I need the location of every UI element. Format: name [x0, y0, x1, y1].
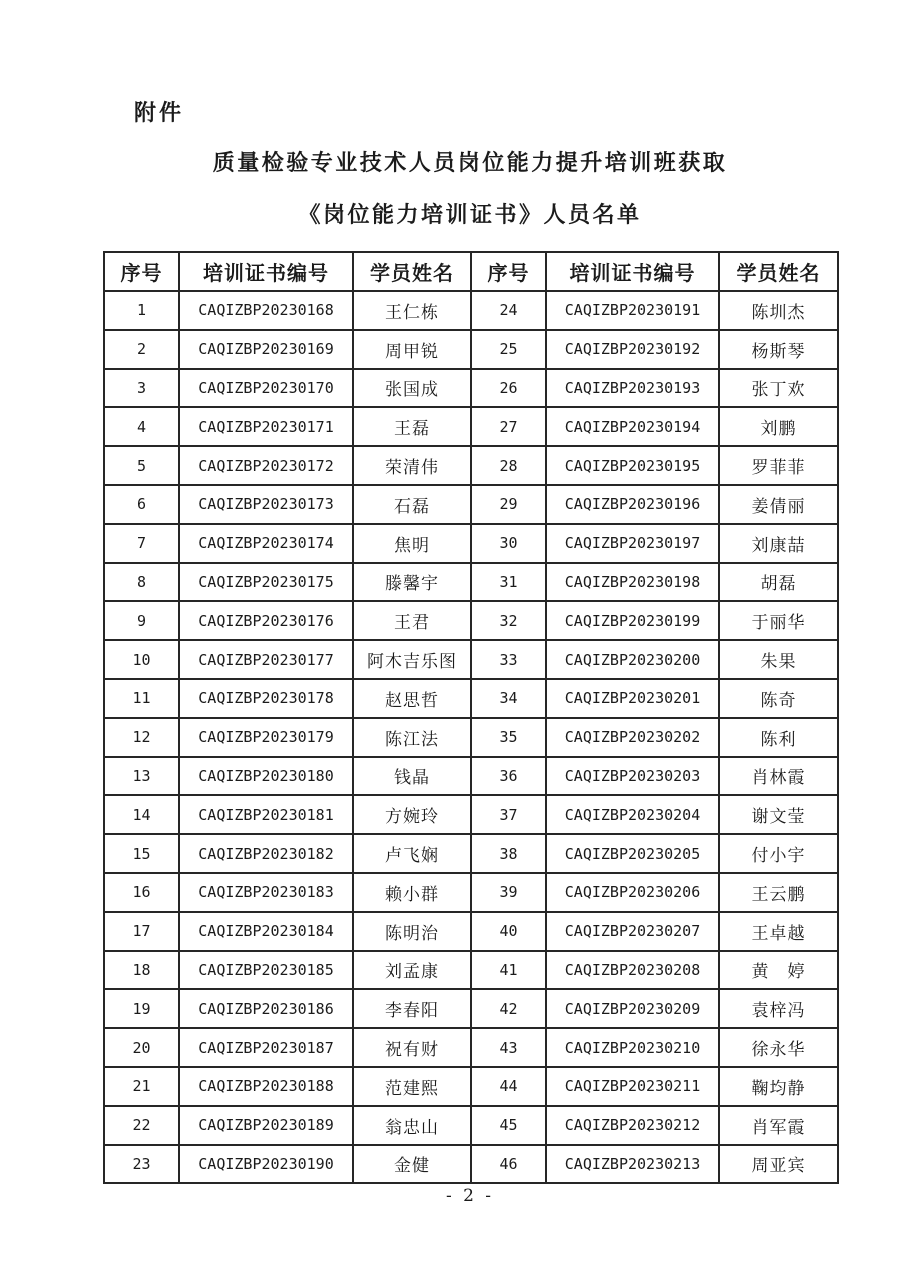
certificate-number-cell: CAQIZBP20230177 [179, 640, 353, 679]
serial-cell: 46 [471, 1145, 546, 1184]
serial-cell: 7 [104, 524, 179, 563]
certificate-number-cell: CAQIZBP20230197 [546, 524, 719, 563]
student-name-cell: 肖林霞 [719, 757, 838, 796]
certificate-number-cell: CAQIZBP20230170 [179, 369, 353, 408]
certificate-number-cell: CAQIZBP20230213 [546, 1145, 719, 1184]
serial-cell: 2 [104, 330, 179, 369]
student-name-cell: 张丁欢 [719, 369, 838, 408]
student-name-cell: 李春阳 [353, 989, 471, 1028]
table-row [104, 407, 838, 446]
table-row [104, 563, 838, 602]
table-row [104, 1067, 838, 1106]
serial-cell: 24 [471, 291, 546, 330]
student-name-cell: 陈利 [719, 718, 838, 757]
student-name-cell: 袁梓冯 [719, 989, 838, 1028]
student-name-cell: 刘孟康 [353, 951, 471, 990]
student-name-cell: 赵思哲 [353, 679, 471, 718]
certificate-number-cell: CAQIZBP20230187 [179, 1028, 353, 1067]
student-name-cell: 王仁栋 [353, 291, 471, 330]
certificate-number-cell: CAQIZBP20230204 [546, 795, 719, 834]
serial-cell: 38 [471, 834, 546, 873]
serial-cell: 25 [471, 330, 546, 369]
student-name-cell: 徐永华 [719, 1028, 838, 1067]
certificate-number-cell: CAQIZBP20230182 [179, 834, 353, 873]
serial-cell: 4 [104, 407, 179, 446]
table-row [104, 1106, 838, 1145]
serial-cell: 20 [104, 1028, 179, 1067]
certificate-number-cell: CAQIZBP20230202 [546, 718, 719, 757]
serial-cell: 36 [471, 757, 546, 796]
document-title-line2: 《岗位能力培训证书》人员名单 [298, 202, 642, 227]
serial-cell: 21 [104, 1067, 179, 1106]
student-name-cell: 黄 婷 [719, 951, 838, 990]
table-row [104, 989, 838, 1028]
column-header: 培训证书编号 [179, 252, 353, 291]
serial-cell: 1 [104, 291, 179, 330]
serial-cell: 12 [104, 718, 179, 757]
table-row [104, 601, 838, 640]
student-name-cell: 石磊 [353, 485, 471, 524]
serial-cell: 16 [104, 873, 179, 912]
student-name-cell: 祝有财 [353, 1028, 471, 1067]
student-name-cell: 肖军霞 [719, 1106, 838, 1145]
certificate-number-cell: CAQIZBP20230200 [546, 640, 719, 679]
certificate-number-cell: CAQIZBP20230209 [546, 989, 719, 1028]
certificate-number-cell: CAQIZBP20230195 [546, 446, 719, 485]
certificate-number-cell: CAQIZBP20230196 [546, 485, 719, 524]
serial-cell: 19 [104, 989, 179, 1028]
certificate-number-cell: CAQIZBP20230181 [179, 795, 353, 834]
certificate-number-cell: CAQIZBP20230180 [179, 757, 353, 796]
certificate-number-cell: CAQIZBP20230203 [546, 757, 719, 796]
table-row [104, 446, 838, 485]
certificate-number-cell: CAQIZBP20230208 [546, 951, 719, 990]
student-name-cell: 刘康喆 [719, 524, 838, 563]
student-name-cell: 刘鹏 [719, 407, 838, 446]
serial-cell: 34 [471, 679, 546, 718]
serial-cell: 43 [471, 1028, 546, 1067]
table-row [104, 679, 838, 718]
student-name-cell: 焦明 [353, 524, 471, 563]
table-row [104, 951, 838, 990]
serial-cell: 45 [471, 1106, 546, 1145]
certificate-number-cell: CAQIZBP20230193 [546, 369, 719, 408]
student-name-cell: 罗菲菲 [719, 446, 838, 485]
student-name-cell: 翁忠山 [353, 1106, 471, 1145]
serial-cell: 37 [471, 795, 546, 834]
certificate-number-cell: CAQIZBP20230183 [179, 873, 353, 912]
student-name-cell: 钱晶 [353, 757, 471, 796]
serial-cell: 10 [104, 640, 179, 679]
student-name-cell: 陈明治 [353, 912, 471, 951]
certificate-number-cell: CAQIZBP20230179 [179, 718, 353, 757]
student-name-cell: 方婉玲 [353, 795, 471, 834]
serial-cell: 28 [471, 446, 546, 485]
certificate-number-cell: CAQIZBP20230185 [179, 951, 353, 990]
serial-cell: 26 [471, 369, 546, 408]
certificate-number-cell: CAQIZBP20230174 [179, 524, 353, 563]
table-row [104, 873, 838, 912]
table-row [104, 1145, 838, 1184]
column-header: 序号 [471, 252, 546, 291]
serial-cell: 42 [471, 989, 546, 1028]
page-number: - 2 - [445, 1186, 495, 1206]
certificate-number-cell: CAQIZBP20230169 [179, 330, 353, 369]
serial-cell: 41 [471, 951, 546, 990]
table-row [104, 330, 838, 369]
table-row [104, 834, 838, 873]
roster-table-body [104, 291, 838, 1183]
certificate-number-cell: CAQIZBP20230178 [179, 679, 353, 718]
certificate-number-cell: CAQIZBP20230186 [179, 989, 353, 1028]
student-name-cell: 阿木吉乐图 [353, 640, 471, 679]
student-name-cell: 滕馨宇 [353, 563, 471, 602]
certificate-number-cell: CAQIZBP20230172 [179, 446, 353, 485]
serial-cell: 31 [471, 563, 546, 602]
student-name-cell: 王君 [353, 601, 471, 640]
student-name-cell: 付小宇 [719, 834, 838, 873]
column-header: 学员姓名 [353, 252, 471, 291]
serial-cell: 18 [104, 951, 179, 990]
student-name-cell: 金健 [353, 1145, 471, 1184]
student-name-cell: 杨斯琴 [719, 330, 838, 369]
student-name-cell: 范建熙 [353, 1067, 471, 1106]
table-row [104, 718, 838, 757]
serial-cell: 14 [104, 795, 179, 834]
serial-cell: 11 [104, 679, 179, 718]
student-name-cell: 赖小群 [353, 873, 471, 912]
serial-cell: 29 [471, 485, 546, 524]
document-title-line1: 质量检验专业技术人员岗位能力提升培训班获取 [212, 150, 728, 175]
table-row [104, 1028, 838, 1067]
serial-cell: 8 [104, 563, 179, 602]
student-name-cell: 卢飞娴 [353, 834, 471, 873]
student-name-cell: 谢文莹 [719, 795, 838, 834]
student-name-cell: 胡磊 [719, 563, 838, 602]
certificate-number-cell: CAQIZBP20230190 [179, 1145, 353, 1184]
certificate-number-cell: CAQIZBP20230198 [546, 563, 719, 602]
table-row [104, 524, 838, 563]
serial-cell: 32 [471, 601, 546, 640]
certificate-roster-table [103, 251, 839, 1184]
certificate-number-cell: CAQIZBP20230199 [546, 601, 719, 640]
certificate-number-cell: CAQIZBP20230173 [179, 485, 353, 524]
student-name-cell: 鞠均静 [719, 1067, 838, 1106]
certificate-number-cell: CAQIZBP20230194 [546, 407, 719, 446]
certificate-number-cell: CAQIZBP20230184 [179, 912, 353, 951]
certificate-number-cell: CAQIZBP20230207 [546, 912, 719, 951]
table-row [104, 485, 838, 524]
certificate-number-cell: CAQIZBP20230212 [546, 1106, 719, 1145]
serial-cell: 33 [471, 640, 546, 679]
serial-cell: 23 [104, 1145, 179, 1184]
column-header: 序号 [104, 252, 179, 291]
certificate-number-cell: CAQIZBP20230189 [179, 1106, 353, 1145]
certificate-number-cell: CAQIZBP20230206 [546, 873, 719, 912]
serial-cell: 27 [471, 407, 546, 446]
student-name-cell: 荣清伟 [353, 446, 471, 485]
certificate-number-cell: CAQIZBP20230191 [546, 291, 719, 330]
student-name-cell: 陈圳杰 [719, 291, 838, 330]
serial-cell: 40 [471, 912, 546, 951]
table-row [104, 795, 838, 834]
serial-cell: 9 [104, 601, 179, 640]
student-name-cell: 王云鹏 [719, 873, 838, 912]
certificate-number-cell: CAQIZBP20230201 [546, 679, 719, 718]
certificate-number-cell: CAQIZBP20230192 [546, 330, 719, 369]
student-name-cell: 王磊 [353, 407, 471, 446]
column-header: 学员姓名 [719, 252, 838, 291]
certificate-number-cell: CAQIZBP20230188 [179, 1067, 353, 1106]
certificate-number-cell: CAQIZBP20230210 [546, 1028, 719, 1067]
certificate-number-cell: CAQIZBP20230211 [546, 1067, 719, 1106]
student-name-cell: 朱果 [719, 640, 838, 679]
serial-cell: 17 [104, 912, 179, 951]
serial-cell: 35 [471, 718, 546, 757]
table-row [104, 369, 838, 408]
table-header-row [104, 252, 838, 291]
certificate-number-cell: CAQIZBP20230171 [179, 407, 353, 446]
certificate-number-cell: CAQIZBP20230175 [179, 563, 353, 602]
serial-cell: 3 [104, 369, 179, 408]
student-name-cell: 张国成 [353, 369, 471, 408]
student-name-cell: 周亚宾 [719, 1145, 838, 1184]
certificate-number-cell: CAQIZBP20230176 [179, 601, 353, 640]
serial-cell: 39 [471, 873, 546, 912]
table-row [104, 757, 838, 796]
serial-cell: 44 [471, 1067, 546, 1106]
serial-cell: 22 [104, 1106, 179, 1145]
certificate-number-cell: CAQIZBP20230205 [546, 834, 719, 873]
serial-cell: 30 [471, 524, 546, 563]
table-row [104, 291, 838, 330]
serial-cell: 15 [104, 834, 179, 873]
column-header: 培训证书编号 [546, 252, 719, 291]
student-name-cell: 王卓越 [719, 912, 838, 951]
student-name-cell: 于丽华 [719, 601, 838, 640]
attachment-label: 附件 [134, 100, 185, 125]
student-name-cell: 姜倩丽 [719, 485, 838, 524]
student-name-cell: 陈江法 [353, 718, 471, 757]
student-name-cell: 周甲锐 [353, 330, 471, 369]
serial-cell: 13 [104, 757, 179, 796]
student-name-cell: 陈奇 [719, 679, 838, 718]
serial-cell: 6 [104, 485, 179, 524]
certificate-number-cell: CAQIZBP20230168 [179, 291, 353, 330]
serial-cell: 5 [104, 446, 179, 485]
table-row [104, 912, 838, 951]
table-row [104, 640, 838, 679]
